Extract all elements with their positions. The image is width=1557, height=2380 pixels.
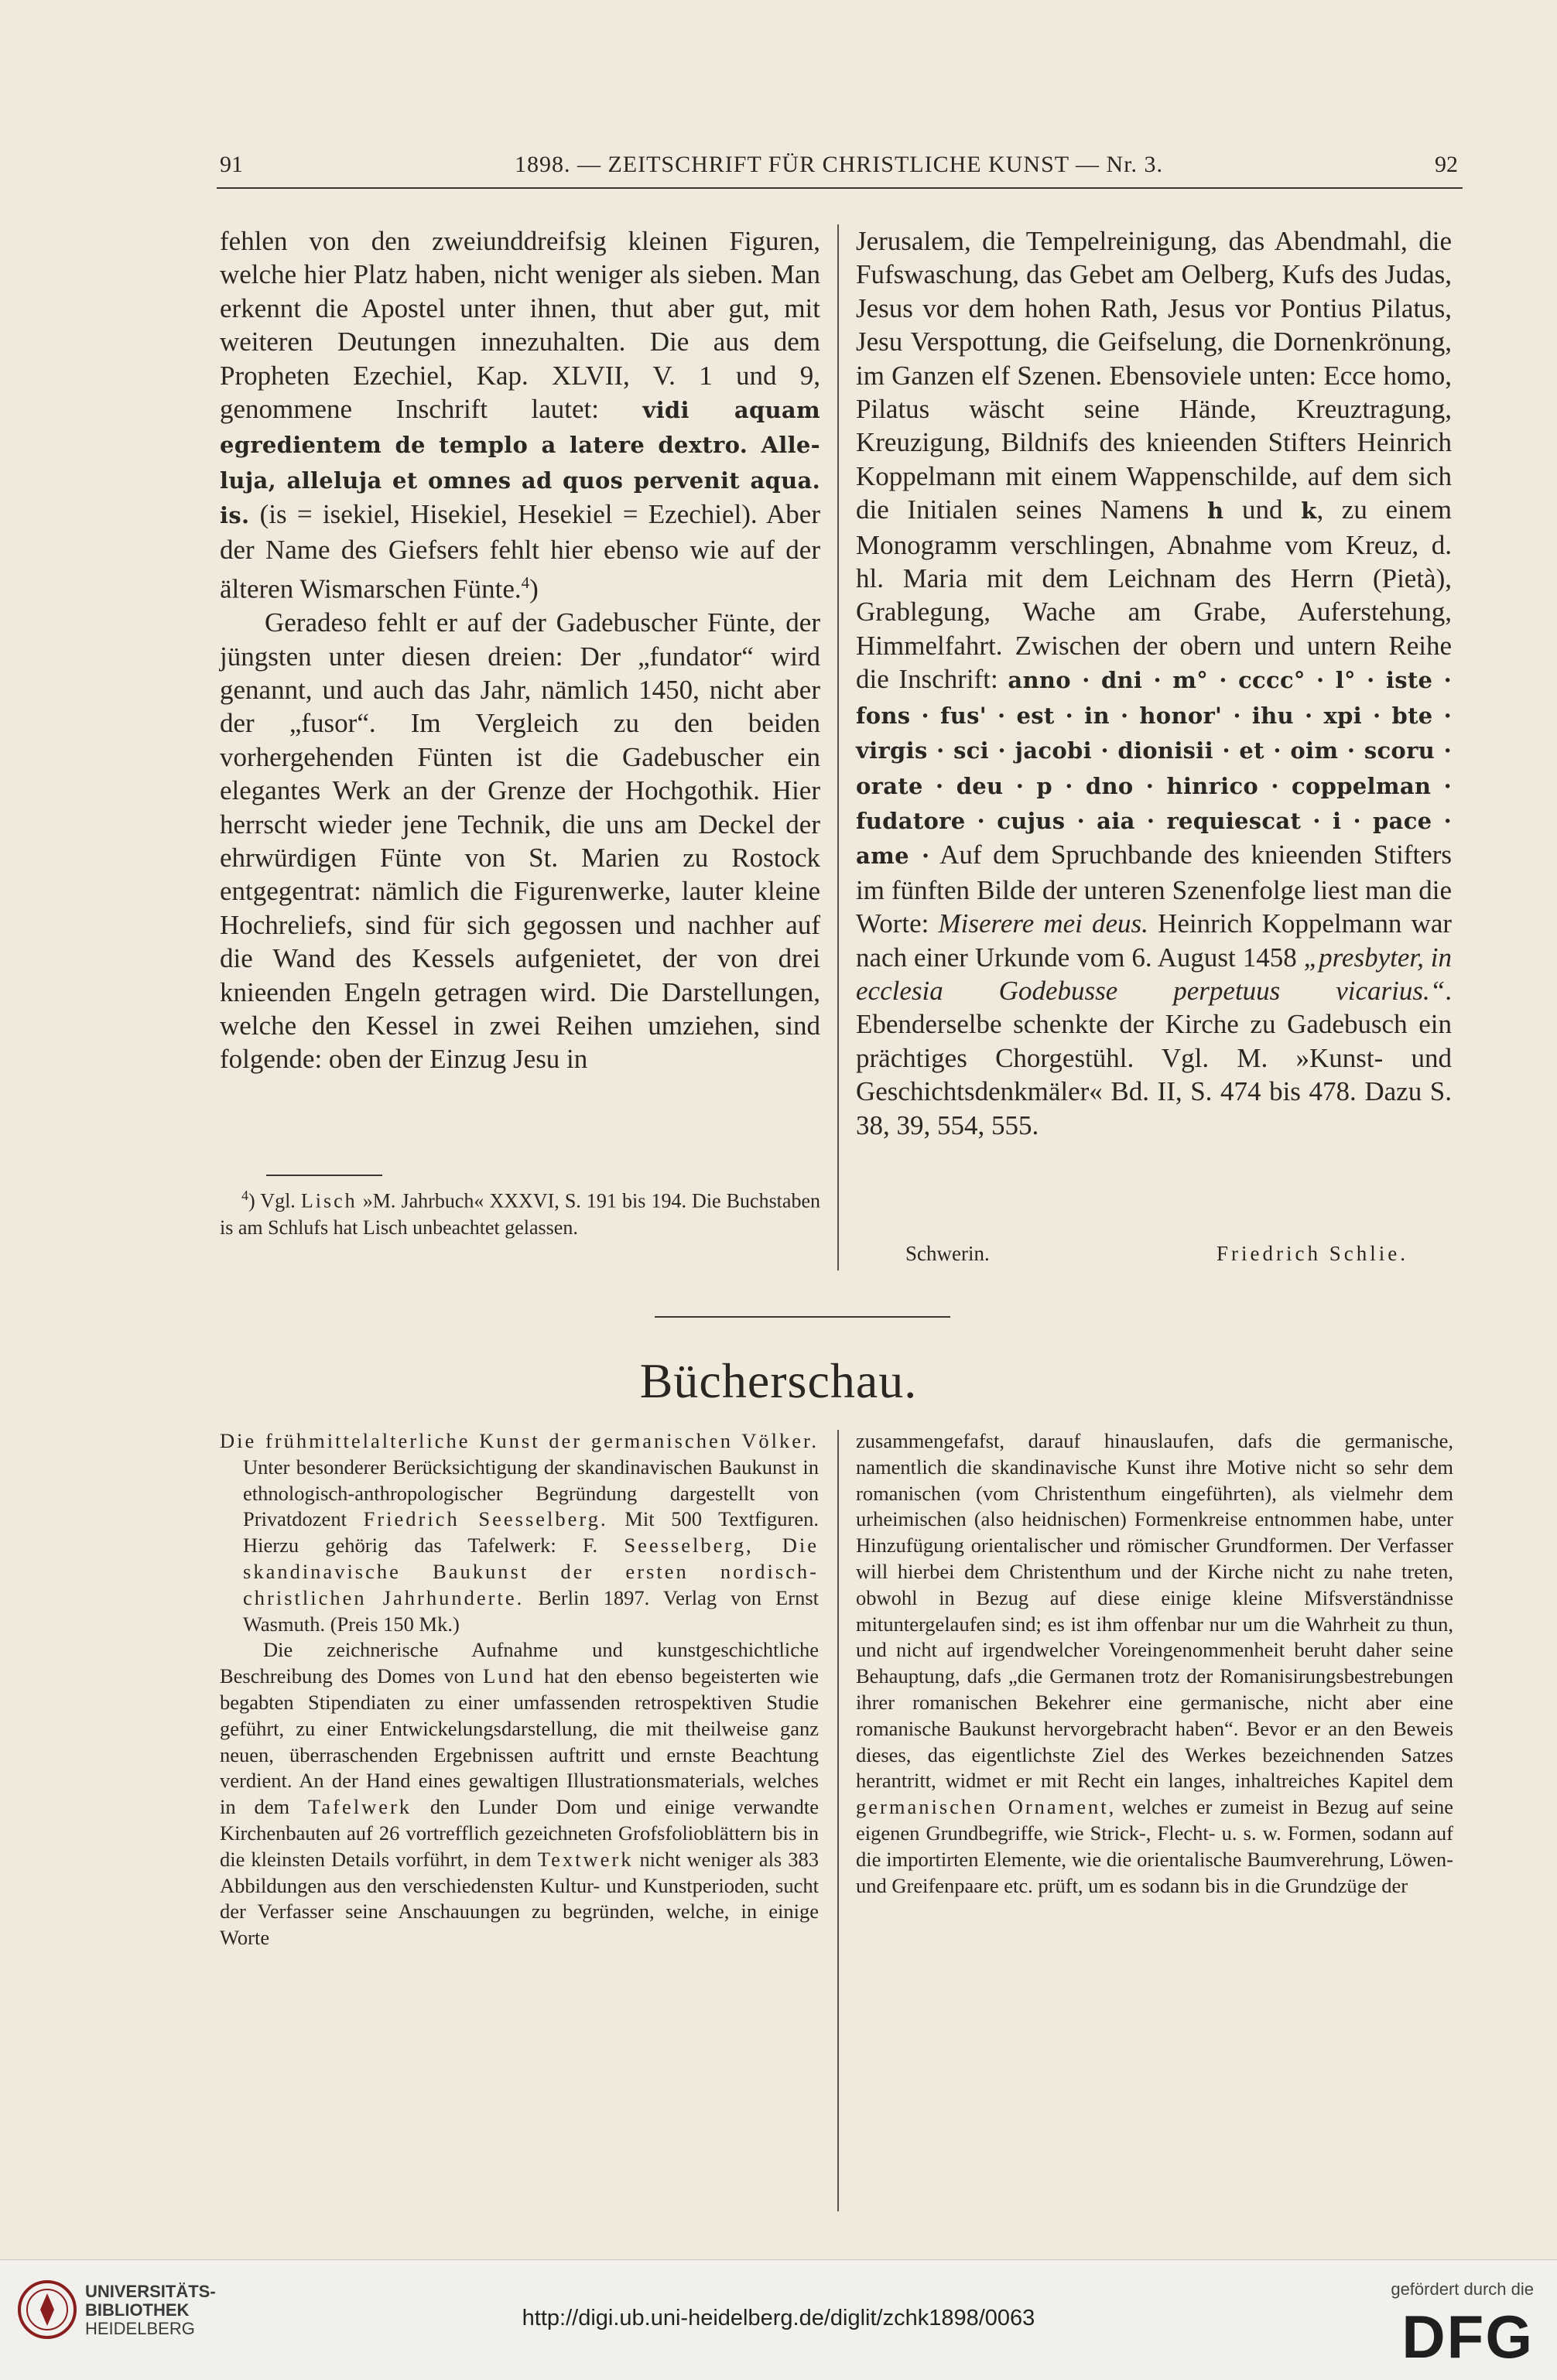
section-title: Bücherschau. bbox=[639, 1353, 918, 1408]
paragraph: Jerusalem, die Tempelreinigung, das Abendmahl, die Fufswaschung, das Gebet am Oelberg, Kufs des Judas, Jesus vor dem hohen Rath, Jesus vor Pontius Pilatus, Jesu Verspottung, die Geifselung, die Dornenkrönung, im Ganzen elf Szenen. Ebensoviele unten: Ecce homo, Pilatus wäscht seine Hände, Kreuztragung, Kreuzigung, Bildnifs des knieenden Stifters Heinrich Koppelmann mit einem Wappenschilde, auf dem sich die Initialen seines Namens h und k, zu einem Monogramm verschlingen, Abnahme vom Kreuz, d. hl. Maria mit dem Leichnam des Herrn (Pietà), Grablegung, Wache am Grabe, Auferstehung, Himmelfahrt. Zwischen der obern und untern Reihe die Inschrift: anno · dni · m° · cccc° · l° · iste · fons · fus' · est · in · honor' · ihu · xpi · bte · virgis · sci · jacobi · dionisii · et · oim · scoru · orate · deu · p · dno · hinrico · coppelman · fudatore · cujus · aia · requiescat · i · pace · ame · Auf dem Spruchbande des knieenden Stifters im fünften Bilde der unteren Szenenfolge liest man die Worte: Miserere mei deus. Heinrich Koppelmann war nach einer Urkunde vom 6. August 1458 „presbyter, in ecclesia Godebusse perpetuus vicarius.“. Ebenderselbe schenkte der Kirche zu Gadebusch ein prächtiges Chorgestühl. Vgl. M. »Kunst- und Geschichtsdenkmäler« Bd. II, S. 474 bis 478. Dazu S. 38, 39, 554, 555. bbox=[856, 226, 1453, 1140]
library-name: UNIVERSITÄTS- BIBLIOTHEK HEIDELBERG bbox=[85, 2282, 216, 2338]
blackletter-inscription: vidi aquam egredientem de templo a latere dextro. Alle-luja, alleluja et omnes ad quos pervenit aqua. is. bbox=[220, 397, 820, 529]
monogram-initial: h bbox=[1207, 498, 1224, 525]
column-divider-upper bbox=[837, 224, 839, 1270]
paragraph: zusammengefafst, darauf hinauslaufen, dafs die germanische, namentlich die skandinavische Kunst ihre Motive nicht so sehr dem romanischen (vom Christenthum eingeführten), als vielmehr dem urheimischen (also heidnischen) Formenkreise entnommen habe, unter Hinzufügung orientalischer und römischer Grundformen. Der Verfasser will hierbei dem Christenthum und der Kirche nicht zu nahe treten, obwohl in Bezug auf diese einige kleine Mifsverständnisse mituntergelaufen sind; es ist ihm offenbar nur um die Wahrheit zu thun, und nicht auf irgendwelcher Voreingenommenheit beruht daher seine Behauptung, dafs „die Germanen trotz der Romanisirungsbestrebungen ihrer romanischen Bekehrer eine germanische, nicht aber eine romanische Baukunst hervorgebracht haben“. Bevor er an den Beweis dieses, das eigentlichste Ziel des Werkes bezeichnenden Satzes herantritt, widmet er mit Recht ein langes, inhaltreiches Kapitel dem germanischen Ornament, welches er zumeist in Bezug auf seine eigenen Grundbegriffe, wie Strick-, Flecht- u. s. w. Formen, sodann auf die importirten Elemente, wie die orientalische Baumverehrung, Löwen- und Greifenpaare etc. prüft, um es sodann bis in die Grundzüge der bbox=[856, 1429, 1454, 1897]
section-separator bbox=[655, 1316, 950, 1318]
footnote: $^4$) Vgl. Lisch »M. Jahrbuch« XXXVI, S. 191 bis 194. Die Buchstaben is am Schlufs hat Lisch unbeachtet gelassen. bbox=[220, 1188, 820, 1240]
paragraph: fehlen von den zweiunddreifsig kleinen Figuren, welche hier Platz haben, nicht weniger als sieben. Man erkennt die Apostel unter ihnen, thut aber gut, mit weiteren Deutungen innezuhalten. Die aus dem Propheten Ezechiel, Kap. XLVII, V. 1 und 9, genommene Inschrift lautet: vidi aquam egredientem de templo a latere dextro. Alle-luja, alleluja et omnes ad quos pervenit aqua. is. (is = isekiel, Hisekiel, Hesekiel = Ezechiel). Aber der Name des Giefsers fehlt hier ebenso wie auf der älteren Wismarschen Fünte.$^4$) bbox=[220, 226, 820, 604]
journal-title: 1898. — ZEITSCHRIFT FÜR CHRISTLICHE KUNST — Nr. 3. bbox=[514, 152, 1164, 177]
monogram-initial: k bbox=[1301, 498, 1317, 525]
footnote-rule bbox=[266, 1175, 382, 1176]
review-column-right bbox=[856, 1428, 1453, 1899]
footer-rule bbox=[0, 2259, 1557, 2260]
review-column-left bbox=[220, 1428, 819, 1951]
running-head bbox=[220, 152, 1458, 183]
paragraph: Geradeso fehlt er auf der Gadebuscher Fünte, der jüngsten unter diesen dreien: Der „fundator“ wird genannt, und auch das Jahr, nämlich 1450, nicht aber der „fusor“. Im Vergleich zu den beiden vorhergehenden Fünten ist die Gadebuscher ein elegantes Werk an der Grenze der Hochgothik. Hier herrscht wieder jene Technik, die uns am Deckel der ehrwürdigen Fünte von St. Marien zu Rostock entgegentrat: nämlich die Figurenwerke, lauter kleine Hochreliefs, sind für sich gegossen und nachher auf die Wand des Kessels aufgenietet, der von drei knieenden Engeln getragen wird. Die Darstellungen, welche den Kessel in zwei Reihen umziehen, sind folgende: oben der Einzug Jesu in bbox=[220, 607, 820, 1075]
author-name: Lisch bbox=[300, 1189, 358, 1212]
dfg-logo: DFG bbox=[1401, 2303, 1534, 2371]
article-column-left bbox=[220, 224, 820, 1076]
signature-author: Friedrich Schlie. bbox=[1217, 1242, 1408, 1265]
article-column-right bbox=[856, 224, 1452, 1142]
page-number-right: 92 bbox=[1435, 152, 1458, 177]
footnote-ref: 4 bbox=[521, 573, 530, 593]
header-rule bbox=[217, 187, 1463, 189]
paragraph: Die zeichnerische Aufnahme und kunstgeschichtliche Beschreibung des Domes von Lund hat den ebenso begeisterten wie begabten Stipendiaten zu einer umfassenden retrospektiven Studie geführt, zu einer Entwickelungsdarstellung, die mit theilweise ganz neuen, überraschenden Ergebnissen auftritt und ernste Beachtung verdient. An der Hand eines gewaltigen Illustrationsmaterials, welches in dem Tafelwerk den Lunder Dom und einige verwandte Kirchenbauten auf 26 vortrefflich gezeichneten Grofsfolioblättern bis in die kleinsten Details vorführt, in dem Textwerk nicht weniger als 383 Abbildungen aus den verschiedensten Kultur- und Kunstperioden, sucht der Verfasser seine Anschauungen zu begründen, welche, in einige Worte bbox=[220, 1638, 819, 1950]
book-citation: Die frühmittelalterliche Kunst der germanischen Völker. Unter besonderer Berücksichtigung der skandinavischen Baukunst in ethnologisch-anthropologischer Begründung dargestellt von Privatdozent Friedrich Seesselberg. Mit 500 Textfiguren. Hierzu gehörig das Tafelwerk: F. Seesselberg, Die skandinavische Baukunst der ersten nordisch-christlichen Jahrhunderte. Berlin 1897. Verlag von Ernst Wasmuth. (Preis 150 Mk.) bbox=[220, 1429, 820, 1636]
signature-place: Schwerin. bbox=[905, 1242, 990, 1265]
permalink[interactable]: http://digi.ub.uni-heidelberg.de/diglit/zchk1898/0063 bbox=[522, 2306, 1035, 2330]
funding-label: gefördert durch die bbox=[1391, 2279, 1534, 2299]
italic-quote: „presbyter, in ecclesia Godebusse perpetuus vicarius.“ bbox=[856, 942, 1452, 1006]
column-divider-lower bbox=[837, 1430, 839, 2211]
page-number-left: 91 bbox=[220, 152, 243, 177]
italic-quote: Miserere mei deus. bbox=[938, 908, 1148, 939]
blackletter-inscription: anno · dni · m° · cccc° · l° · iste · fons · fus' · est · in · honor' · ihu · xpi · bte · virgis · sci · jacobi · dionisii · et · oim · scoru · orate · deu · p · dno · hinrico · coppelman · fudatore · cujus · aia · requiescat · i · pace · ame · bbox=[856, 667, 1452, 870]
